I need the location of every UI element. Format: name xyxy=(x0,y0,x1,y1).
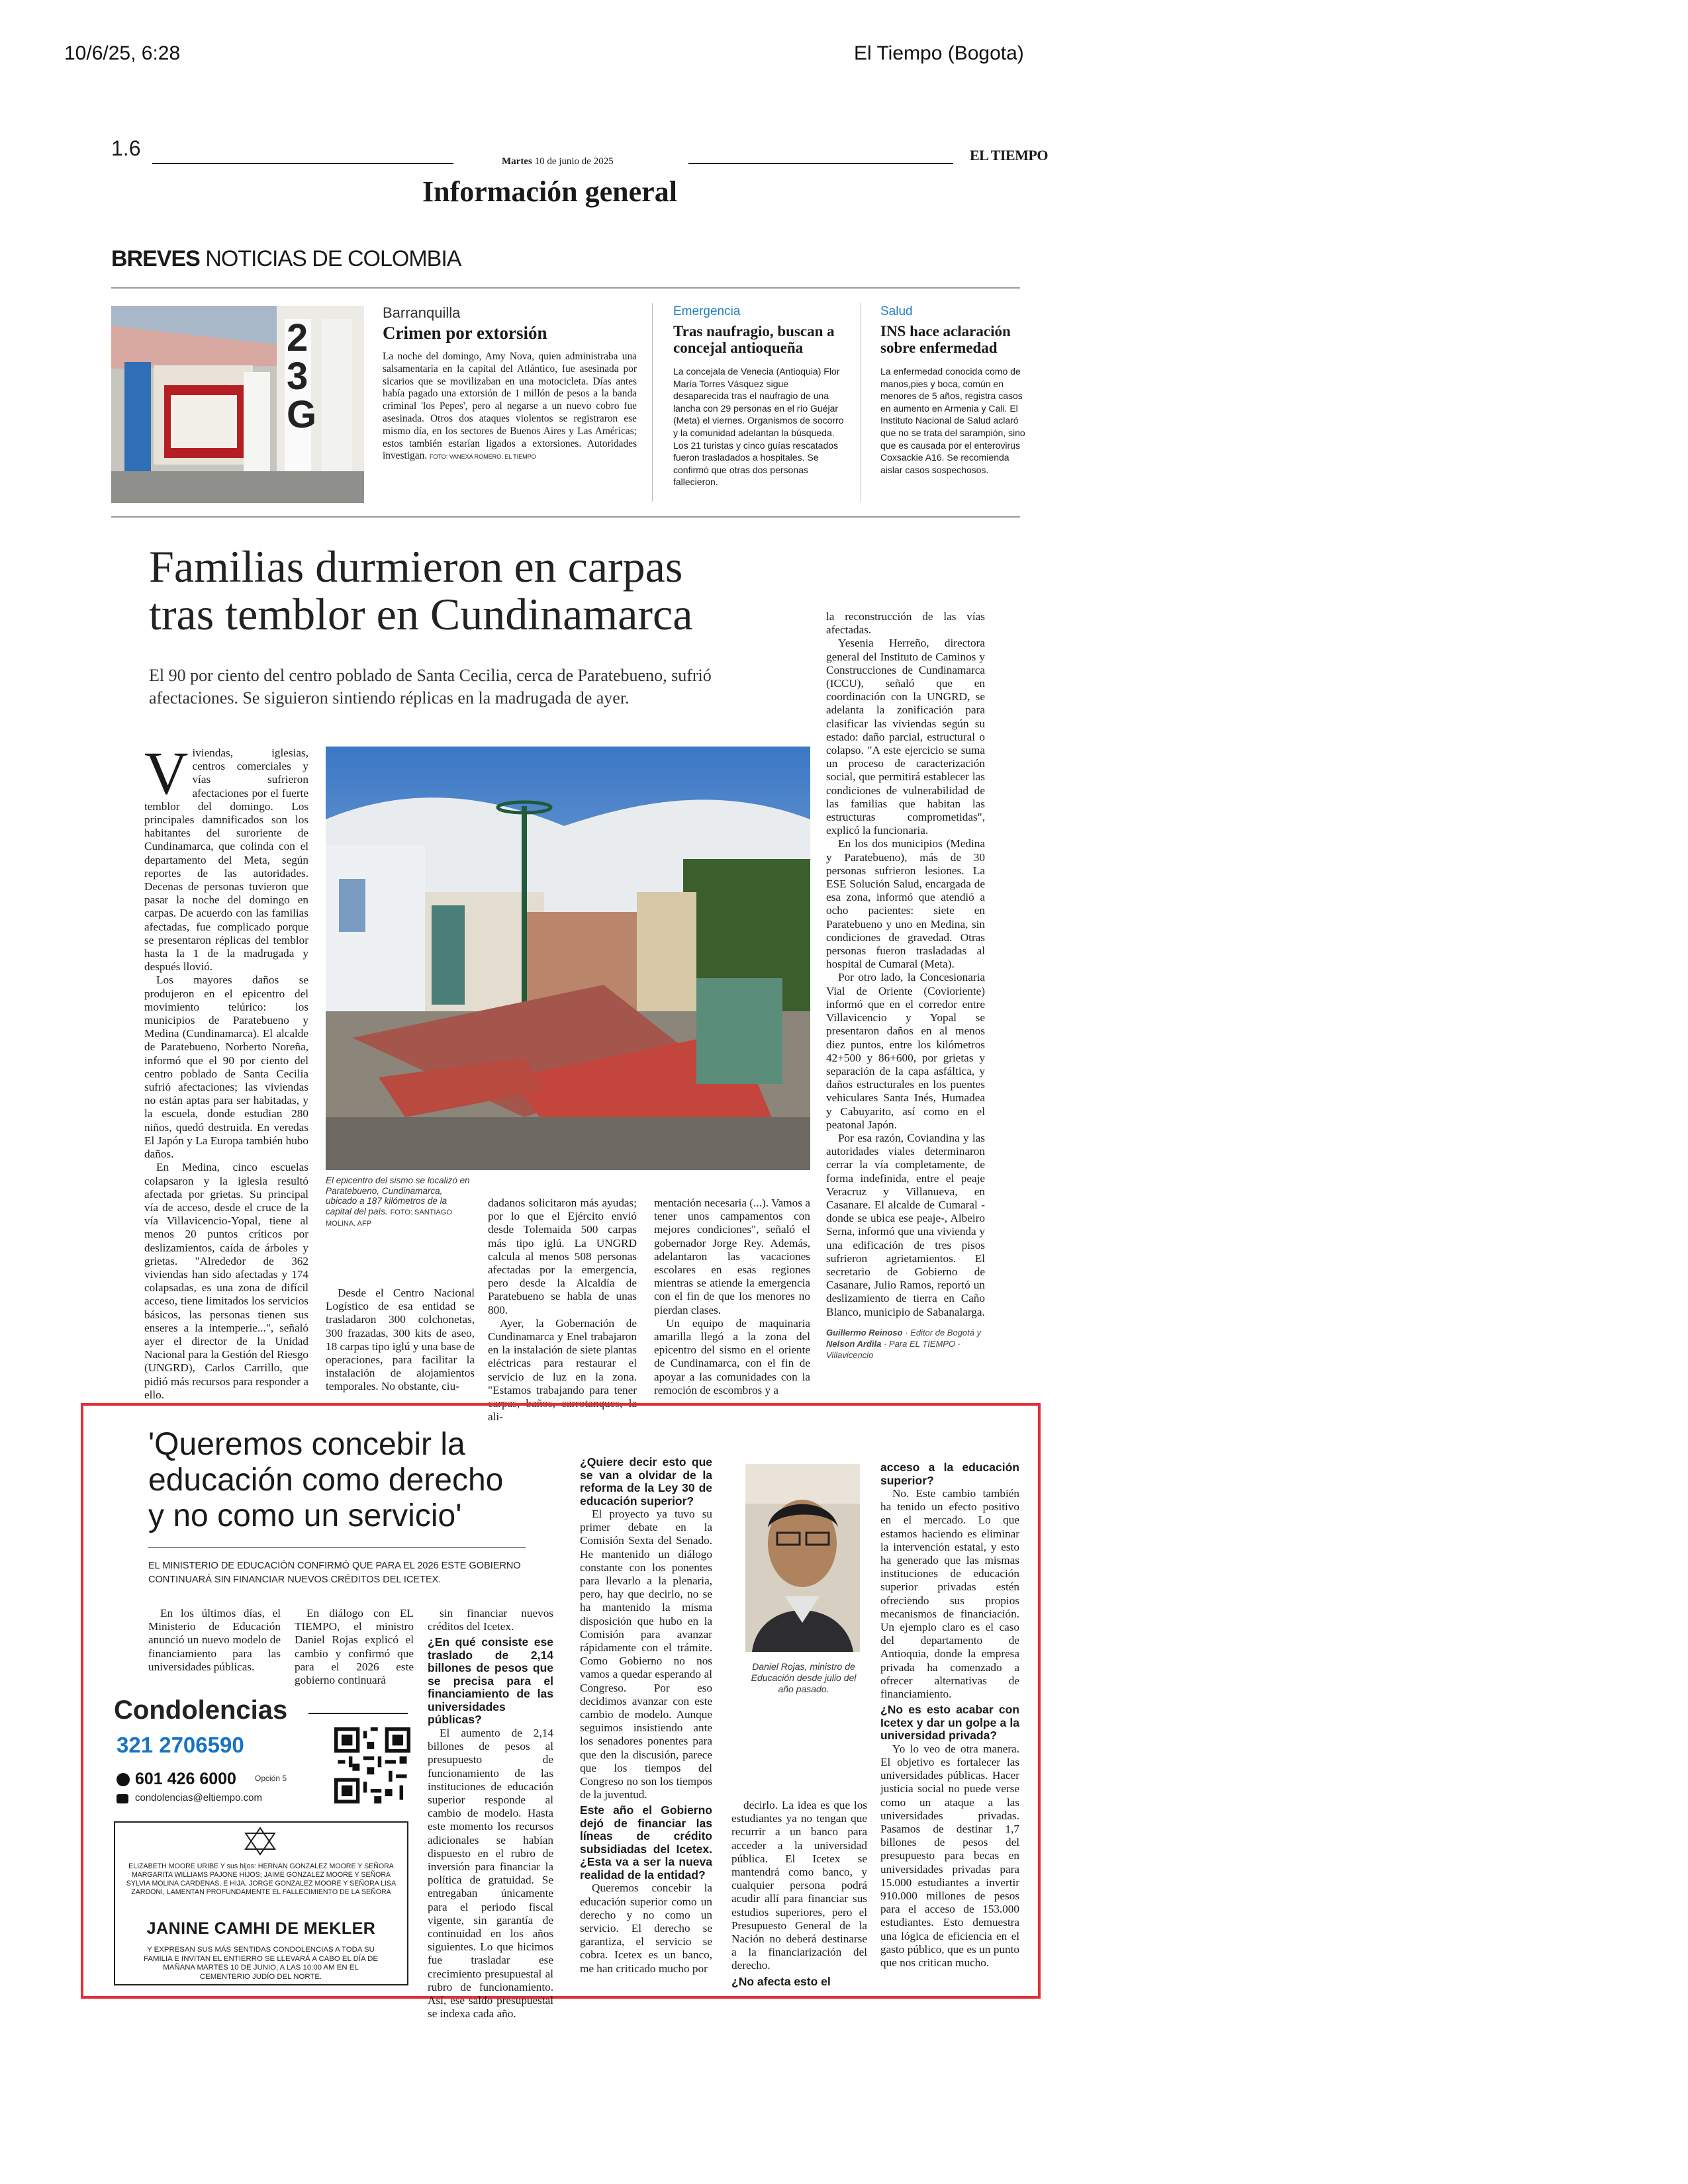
main-col2-p1: Desde el Centro Nacional Logístico de esa entidad se trasladaron 300 colchonetas, 300 frazadas, 300 kits de aseo, 18 carpas tipo iglú y una base de operaciones, para facilitar la instalación de alojamientos temporales. No obstante, ciu- xyxy=(326,1287,475,1393)
main-col3 xyxy=(488,1197,637,1424)
main-col1-p3: En Medina, cinco escuelas colapsaron y la iglesia resultó afectada por grietas. Su principal vía de acceso, desde el cruce de la vía Villavicencio-Yopal, tiene al menos 20 puntos críticos por deslizamientos, caída de árboles y grietas. "Alrededor de 362 viviendas han sido afectadas y 174 colapsadas, es una zona de difícil acceso, tiene limitados los servicios básicos, las personas tienen sus enseres a la intemperie...", señaló ayer el director de la Unidad Nacional para la Gestión del Riesgo (UNGRD), Carlos Carrillo, que pidió más recursos para responder a ello. xyxy=(144,1161,308,1401)
photo-graffiti-text: 2 3 G xyxy=(287,316,317,436)
interview-question: ¿En qué consiste ese traslado de 2,14 billones de pesos que se precisa para el financiamiento de las universidades públicas? xyxy=(428,1635,553,1727)
main-col5 xyxy=(826,610,985,1361)
interview-question: Este año el Gobierno dejó de financiar las líneas de crédito subsidiadas del Icetex. ¿Esta va a ser la nueva realidad de la entidad? xyxy=(580,1803,712,1882)
portrait-photo xyxy=(745,1464,860,1652)
obituary-families: ELIZABETH MOORE URIBE Y sus hijos: HERNAN GONZALEZ MOORE Y SEÑORA MARGARITA WILLIAMS PAJONE HIJOS; JAIME GONZALEZ MOORE Y SEÑORA SYLVIA MOLINA CARDENAS, E HIJA, JORGE GONZALEZ MOORE Y SEÑORA LISA ZARDONI, LAMENTAN PROFUNDAMENTE EL FALLECIMIENTO DE LA SEÑORA xyxy=(126,1862,397,1896)
interview-question: ¿Quiere decir esto que se van a olvidar de la reforma de la Ley 30 de educación superior? xyxy=(580,1455,712,1508)
breve3-kicker: Salud xyxy=(880,304,913,318)
section-title: Información general xyxy=(422,175,677,208)
main-col2 xyxy=(326,1287,475,1394)
email-icon xyxy=(117,1794,128,1803)
breve3-title: INS hace aclaración sobre enfermedad xyxy=(880,323,1011,356)
interview-question: ¿No es esto acabar con Icetex y dar un golpe a la universidad privada? xyxy=(880,1703,1019,1743)
main-headline xyxy=(149,543,818,638)
main-headline-line1: Familias durmieron en carpas xyxy=(149,541,683,592)
breves-label-rest: NOTICIAS DE COLOMBIA xyxy=(205,246,461,271)
main-col1-p1: iviendas, iglesias, centros comerciales y vías sufrieron afectaciones por el fuerte temblor del domingo. Los principales damnificados son los habitantes del suroriente de Cundinamarca, que colinda con el departamento del Meta, según reportes de las autoridades. Decenas de personas tuvieron que pasar la noche del domingo en carpas. De acuerdo con las familias afectadas, fue complicado porque se presentaron réplicas del temblor hasta la 1 de la madrugada y después llovió. xyxy=(144,747,308,974)
main-col4 xyxy=(654,1197,810,1397)
main-col3-p1: dadanos solicitaron más ayudas; por lo que el Ejército envió desde Tolemaida 500 carpas más tipo iglú. La UNGRD calcula al menos 508 personas afectadas por la emergencia, pero desde la Alcaldía de Paratebueno se habla de unas 800. xyxy=(488,1197,637,1316)
interview-intro-col1 xyxy=(148,1607,281,1674)
main-col5-p5: Por esa razón, Coviandina y las autoridades viales determinaron cerrar la vía completamente, de forma indefinida, entre el peaje Veracruz y Villanueva, en Casanare. El alcalde de Cumaral -donde se ubica ese peaje-, Albeiro Serna, informó que una vivienda y una edificación de tres pisos sufrieron agrietamientos. El secretario de Gobierno de Casanare, Julio Ramos, reportó un deslizamiento de tierra en Caño Blanco, municipio de Sabanalarga. xyxy=(826,1131,985,1318)
main-col5-p4: Por otro lado, la Concesionaria Vial de Oriente (Coviorientе) informó que en el corredor entre Villavicencio y Yopal se presentaron daños en al menos diez puntos, entre los kilómetros 42+500 y 86+600, por grietas y separación de la capa asfáltica, y daños estructurales en los puentes vehiculares Santa Inés, Humadea y Cabuyarito, así como en el peatonal Japón. xyxy=(826,971,985,1131)
breve2-kicker: Emergencia xyxy=(673,304,741,318)
condolencias-phone: 601 426 6000 xyxy=(135,1770,236,1788)
masthead-date-day: Martes xyxy=(502,156,532,167)
condolencias-whatsapp: 321 2706590 xyxy=(117,1733,244,1757)
main-byline xyxy=(826,1327,985,1361)
breve1-credit: FOTO: VANEXA ROMERO. EL TIEMPO xyxy=(429,453,536,461)
condolencias-title: Condolencias xyxy=(114,1696,288,1725)
brand-logo: EL TIEMPO xyxy=(970,147,1048,163)
page-number: 1.6 xyxy=(111,136,141,160)
qr-code-icon xyxy=(334,1727,410,1803)
interview-rule xyxy=(148,1547,526,1548)
main-col5-p3: En los dos municipios (Medina y Paratebueno), más de 30 personas sufrieron lesiones. La ESE Solución Salud, encargada de esa zona, informó que atendió a ocho pacientes: siete en Paratebueno y uno en Medina, sin condiciones de gravedad. Otras personas fueron trasladadas al hospital de Cumaral (Meta). xyxy=(826,837,985,971)
interview-paragraph: sin financiar nuevos créditos del Icetex. xyxy=(428,1607,553,1633)
star-of-david-svg xyxy=(244,1827,277,1856)
star-of-david-icon xyxy=(244,1827,277,1856)
main-headline-line2: tras temblor en Cundinamarca xyxy=(149,589,693,639)
interview-paragraph: Yo lo veo de otra manera. El objetivo es fortalecer las universidades públicas. Hacer justicia social no puede verse como un ataque a las universidades privadas. Pasamos de destinar 1,7 billones de pesos del presupuesto para becas en universidades privadas para 15.000 estudiantes a invertir 910.000 millones de pesos para el acceso de 153.000 estudiantes. Esto demuestra una lógica de eficiencia en el gasto público, que es un punto que nos critican mucho. xyxy=(880,1742,1019,1969)
whatsapp-icon xyxy=(117,1773,130,1786)
main-photo xyxy=(326,747,810,1170)
breves-rule xyxy=(111,287,1020,289)
interview-intro-col2-p: En diálogo con EL TIEMPO, el ministro Daniel Rojas explicó el cambio y confirmó que para el 2026 este gobierno continuará xyxy=(295,1607,414,1687)
breve3-body: La enfermedad conocida como de manos,pies y boca, común en menores de 5 años, registra casos en aumento en Armenia y Cali. El Instituto Nacional de Salud aclaró que no se trata del sarampión, sino que es causada por el enterovirus Coxsackie A16. Se recomienda aislar casos sospechosos. xyxy=(880,366,1025,475)
masthead-rule-left xyxy=(152,163,453,164)
qr-code[interactable] xyxy=(334,1727,410,1803)
condolencias-email: condolencias@eltiempo.com xyxy=(135,1792,262,1803)
interview-subhead: EL MINISTERIO DE EDUCACIÓN CONFIRMÓ QUE PARA EL 2026 ESTE GOBIERNO CONTINUARÁ SIN FINANCIAR NUEVOS CRÉDITOS DEL ICETEX. xyxy=(148,1561,521,1585)
main-deck: El 90 por ciento del centro poblado de Santa Cecilia, cerca de Paratebueno, sufrió afectaciones. Se siguieron sintiendo réplicas en la madrugada de ayer. xyxy=(149,666,712,707)
interview-paragraph: El aumento de 2,14 billones de pesos al presupuesto de funcionamiento de las instituciones de educación superior responde al cambio de modelo. Hasta este momento los recursos adicionales se habían dispuesto en el rubro de inversión para financiar la política de gratuidad. Se entregaban únicamente para el periodo fiscal vigente, sin garantía de continuidad en los años siguientes. Lo que hicimos fue trasladar ese crecimiento presupuestal al rubro de funcionamiento. Así, ese saldo presupuestal se indexa cada año. xyxy=(428,1726,553,2021)
main-col1-p2: Los mayores daños se produjeron en el epicentro del movimiento telúrico: los municipios de Paratebueno y Medina (Cundinamarca). El alcalde de Paratebueno, Norberto Noreña, informó que el 90 por ciento del centro poblado de Santa Cecilia sufrió afectaciones; las viviendas no están aptas para ser habitadas, y la escuela, donde estudian 280 niños, quedó destruida. En veredas El Japón y La Europa también hubo daños. xyxy=(144,974,308,1161)
breve1-body-text: La noche del domingo, Amy Nova, quien administraba una salsamentaria en la capital del Atlántico, fue asesinada por sicarios que se movilizaban en una motocicleta. Días antes había pagado una extorsión de 1 millón de pesos a la banda criminal 'los Pepes', pero al negarse a un nuevo cobro fue asesinada. Otros dos ataques violentos se registraron ese mismo día, en los sectores de Buenos Aires y Las Américas; estos también estarían ligados a extorsiones. Autoridades investigan. xyxy=(383,351,637,462)
breves-photo xyxy=(111,306,364,503)
breve1-title: Crimen por extorsión xyxy=(383,323,547,343)
interview-intro-col1-p: En los últimos días, el Ministerio de Educación anunció un nuevo modelo de financiamiento para las universidades públicas. xyxy=(148,1607,281,1673)
breve2-body: La concejala de Venecia (Antioquia) Flor María Torres Vásquez sigue desaparecida tras el naufragio de una lancha con 29 personas en el río Guéjar (Meta) el viernes. Organismos de socorro y la comunidad adelantan la búsqueda. Los 21 turistas y cinco guías rescatados fueron trasladados a hospitales. Se confirmó que otras dos personas fallecieron. xyxy=(673,366,844,488)
main-col1 xyxy=(144,739,308,1402)
interview-paragraph: No. Este cambio también ha tenido un efecto positivo en el mercado. Lo que estamos haciendo es eliminar la intervención estatal, y esto ha generado que las mismas instituciones de educación superior privadas estén ofreciendo sus propios mecanismos de financiación. Un ejemplo claro es el caso del departamento de Antioquia, donde la empresa privada ha comenzado a ofrecer alternativas de financiamiento. xyxy=(880,1487,1019,1701)
main-col4-p2: Un equipo de maquinaria amarilla llegó a la zona del epicentro del sismo en el oriente de Cundinamarca, con el fin de apoyar a las comunidades con la remoción de escombros y a xyxy=(654,1316,810,1396)
byline-role1: · Editor de Bogotá y xyxy=(905,1327,982,1338)
masthead-date-rest: 10 de junio de 2025 xyxy=(534,156,614,167)
interview-headline-line2: educación como derecho xyxy=(148,1463,504,1498)
breve1-kicker: Barranquilla xyxy=(383,304,461,321)
byline-name2: Nelson Ardila xyxy=(826,1338,882,1349)
condolencias-phone-option: Opción 5 xyxy=(255,1774,287,1783)
masthead-rule-right xyxy=(688,163,953,164)
masthead-date xyxy=(502,156,614,167)
interview-question: ¿No afecta esto el xyxy=(731,1974,831,1988)
main-col5-p1: la reconstrucción de las vías afectadas. xyxy=(826,610,985,637)
portrait-caption: Daniel Rojas, ministro de Educación desde julio del año pasado. xyxy=(751,1661,857,1694)
interview-col6 xyxy=(880,1459,1019,1970)
interview-paragraph: Queremos concebir la educación superior como un derecho y no como un servicio. El derecho se garantiza, el servicio se cobra. Icetex es un banco, me han criticado mucho por xyxy=(580,1882,712,1975)
dropcap: V xyxy=(144,739,189,807)
main-photo-caption xyxy=(326,1175,475,1230)
storefront-photo xyxy=(111,306,364,503)
interview-paragraph: El proyecto ya tuvo su primer debate en la Comisión Sexta del Senado. He mantenido un diálogo constante con los ponentes para llevarlo a la plenaria, pero, hay que decirlo, no se ha mantenido la misma disposición que hubo en la Comisión para avanzar rápidamente con el trámite. Como Gobierno no nos vamos a quedar esperando al Congreso. Por eso decidimos avanzar con este cambio de modelo. Aunque seguimos insistiendo ante los senadores ponentes para que den la discusión, parece que los tiempos del Congreso no son los tiempos de la juventud. xyxy=(580,1508,712,1801)
interview-col3 xyxy=(428,1607,553,2021)
condolencias-rule xyxy=(308,1713,408,1714)
minister-portrait xyxy=(745,1464,860,1652)
interview-headline xyxy=(148,1427,545,1534)
interview-question: acceso a la educación superior? xyxy=(880,1461,1019,1487)
main-col4-p1: mentación necesaria (...). Vamos a tener unos campamentos con mejores condiciones", señaló el gobernador Jorge Rey. Además, adelantaron las vacaciones escolares en esas regiones mientras se atiende la emergencia con el fin de que los menores no pierdan clases. xyxy=(654,1197,810,1316)
interview-intro-col2 xyxy=(295,1607,414,1687)
main-col3-p2: Ayer, la Gobernación de Cundinamarca y Enel trabajaron en la instalación de siete plantas eléctricas para restaurar el servicio de luz en la zona. "Estamos trabajando para tener carpas, baños, carrotanques, la ali- xyxy=(488,1316,637,1424)
earthquake-damage-photo xyxy=(326,747,810,1170)
interview-paragraph: decirlo. La idea es que los estudiantes ya no tengan que recurrir a un banco para acceder a la universidad pública. El Icetex se mantendrá como banco, y cualquier persona podrá acudir allí para financiar sus estudios superiores, pero el Presupuesto General de la Nación no deberá destinarse a la financiarización del derecho. xyxy=(731,1799,867,1972)
breves-bottom-rule xyxy=(111,516,1020,518)
interview-headline-line3: y no como un servicio' xyxy=(148,1498,462,1533)
main-photo-caption-text: El epicentro del sismo se localizó en Paratebueno, Cundinamarca, ubicado a 187 kilómetros de la capital del país. xyxy=(326,1175,470,1216)
interview-headline-line1: 'Queremos concebir la xyxy=(148,1427,465,1462)
breve2-title: Tras naufragio, buscan a concejal antioqueña xyxy=(673,323,835,356)
breves-label-bold: BREVES xyxy=(111,246,200,271)
breves-divider-1 xyxy=(652,303,653,502)
obituary-name: JANINE CAMHI DE MEKLER xyxy=(146,1919,376,1938)
obituary-footer: Y EXPRESAN SUS MÁS SENTIDAS CONDOLENCIAS A TODA SU FAMILIA E INVITAN EL ENTIERRO SE LLEVARÁ A CABO EL DÍA DE MAÑANA MARTES 10 DE JUNIO, A LAS 10:00 AM EN EL CEMENTERIO JUDÍO DEL NORTE. xyxy=(144,1946,378,1981)
byline-name1: Guillermo Reinoso xyxy=(826,1327,903,1338)
breve1-body xyxy=(383,351,637,463)
byline-role2: · Para EL TIEMPO · Villavicencio xyxy=(826,1338,961,1360)
main-photo-credit: FOTO: SANTIAGO MOLINA. AFP xyxy=(326,1208,452,1228)
print-datetime: 10/6/25, 6:28 xyxy=(64,42,181,64)
interview-col5 xyxy=(731,1799,867,1988)
print-source: El Tiempo (Bogota) xyxy=(854,42,1024,64)
interview-col4 xyxy=(580,1453,712,1976)
main-col5-p2: Yesenia Herreño, directora general del Instituto de Caminos y Construcciones de Cundinamarca (ICCU), señaló que en coordinación con la UNGRD, se adelanta la zonificación para clasificar las viviendas según su estado: daño parcial, estructural o colapso. "A este ejercicio se suma un proceso de caracterización social, que permitirá establecer las condiciones de vulnerabilidad de las familias que habitan las estructuras comprometidas", explicó la funcionaria. xyxy=(826,637,985,837)
breves-label xyxy=(111,246,461,272)
